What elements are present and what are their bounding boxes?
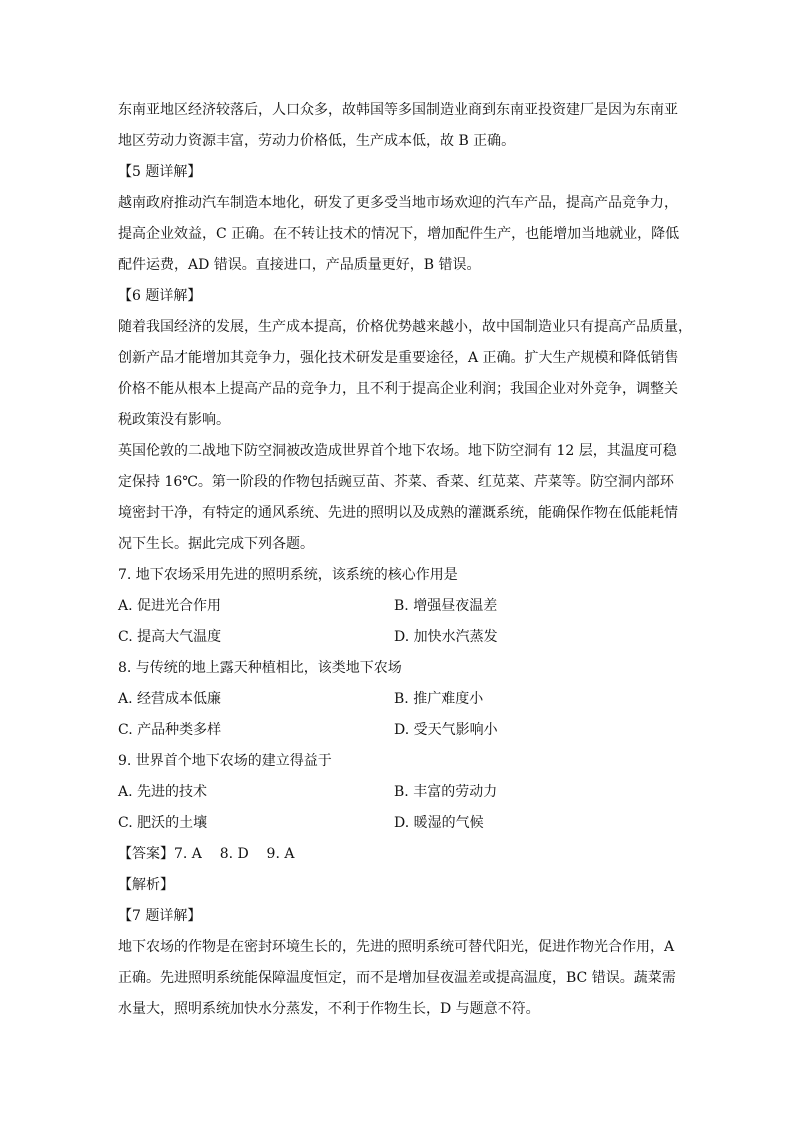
paragraph-underground-farm-passage xyxy=(118,436,678,560)
paragraph-q6-explanation xyxy=(118,312,692,436)
text-line: 地区劳动力资源丰富，劳动力价格低，生产成本低，故 B 正确。 xyxy=(118,133,516,149)
paragraph-q4-explanation xyxy=(118,95,678,157)
option-q9-d: D. 暖湿的气候 xyxy=(394,815,484,831)
text-line: 东南亚地区经济较落后，人口众多，故韩国等多国制造业商到东南亚投资建厂是因为东南亚 xyxy=(118,102,678,118)
option-q7-d: D. 加快水汽蒸发 xyxy=(394,629,498,645)
text-line: 定保持 16℃。第一阶段的作物包括豌豆苗、芥菜、香菜、红苋菜、芹菜等。防空洞内部环 xyxy=(118,474,674,490)
text-line: 地下农场的作物是在密封环境生长的，先进的照明系统可替代阳光，促进作物光合作用，A xyxy=(118,939,675,955)
options-q9-row-2 xyxy=(118,808,678,839)
option-q9-b: B. 丰富的劳动力 xyxy=(394,784,498,800)
options-q8-row-2 xyxy=(118,715,678,746)
text-line: 配件运费，AD 错误。直接进口，产品质量更好，B 错误。 xyxy=(118,257,481,273)
question-7: 7. 地下农场采用先进的照明系统，该系统的核心作用是 xyxy=(118,567,458,583)
options-q7-row-1 xyxy=(118,591,678,622)
option-q8-a: A. 经营成本低廉 xyxy=(118,691,222,707)
text-line: 随着我国经济的发展，生产成本提高，价格优势越来越小，故中国制造业只有提高产品质量， xyxy=(118,319,692,335)
text-line: 价格不能从根本上提高产品的竞争力，且不利于提高企业利润；我国企业对外竞争，调整关 xyxy=(118,381,678,397)
text-line: 英国伦敦的二战地下防空洞被改造成世界首个地下农场。地下防空洞有 12 层，其温度可稳 xyxy=(118,443,677,459)
options-q9-row-1 xyxy=(118,777,678,808)
paragraph-q7-explanation xyxy=(118,932,678,1025)
heading-q6-detail: 【6 题详解】 xyxy=(118,288,202,304)
question-9: 9. 世界首个地下农场的建立得益于 xyxy=(118,753,332,769)
option-q8-c: C. 产品种类多样 xyxy=(118,722,222,738)
text-line: 提高企业效益，C 正确。在不转让技术的情况下，增加配件生产，也能增加当地就业，降低 xyxy=(118,226,680,242)
options-q7-row-2 xyxy=(118,622,678,653)
option-q7-b: B. 增强昼夜温差 xyxy=(394,598,498,614)
text-line: 况下生长。据此完成下列各题。 xyxy=(118,536,314,552)
text-line: 正确。先进照明系统能保障温度恒定，而不是增加昼夜温差或提高温度，BC 错误。蔬菜需 xyxy=(118,970,676,986)
heading-q7-detail: 【7 题详解】 xyxy=(118,908,202,924)
paragraph-q5-explanation xyxy=(118,188,678,281)
text-line: 创新产品才能增加其竞争力，强化技术研发是重要途径，A 正确。扩大生产规模和降低销售 xyxy=(118,350,679,366)
heading-analysis: 【解析】 xyxy=(118,877,174,893)
text-line: 税政策没有影响。 xyxy=(118,412,230,428)
text-line: 水量大，照明系统加快水分蒸发，不利于作物生长，D 与题意不符。 xyxy=(118,1001,540,1017)
question-8: 8. 与传统的地上露天种植相比，该类地下农场 xyxy=(118,660,402,676)
answer-key: 【答案】7. A 8. D 9. A xyxy=(118,846,295,862)
document-page xyxy=(118,95,692,1025)
option-q9-a: A. 先进的技术 xyxy=(118,784,208,800)
option-q8-d: D. 受天气影响小 xyxy=(394,722,498,738)
option-q7-c: C. 提高大气温度 xyxy=(118,629,222,645)
option-q7-a: A. 促进光合作用 xyxy=(118,598,222,614)
option-q8-b: B. 推广难度小 xyxy=(394,691,484,707)
options-q8-row-1 xyxy=(118,684,678,715)
option-q9-c: C. 肥沃的土壤 xyxy=(118,815,208,831)
text-line: 境密封干净，有特定的通风系统、先进的照明以及成熟的灌溉系统，能确保作物在低能耗情 xyxy=(118,505,678,521)
text-line: 越南政府推动汽车制造本地化，研发了更多受当地市场欢迎的汽车产品，提高产品竞争力， xyxy=(118,195,678,211)
heading-q5-detail: 【5 题详解】 xyxy=(118,164,202,180)
